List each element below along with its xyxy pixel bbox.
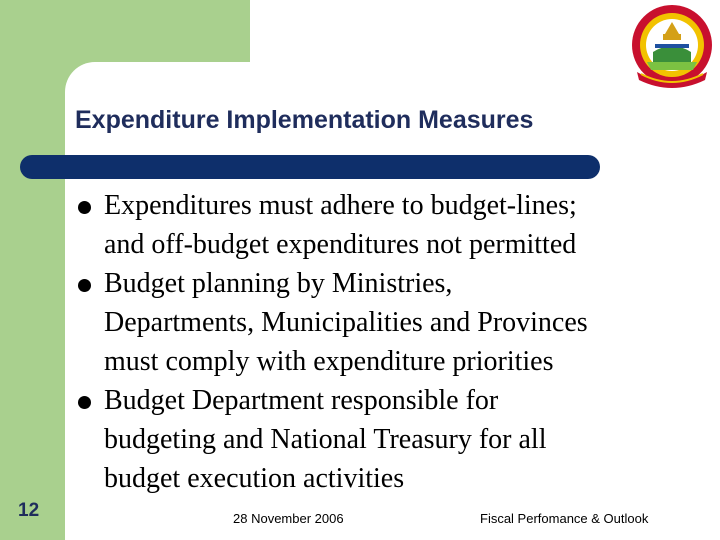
page-number: 12 xyxy=(18,500,40,521)
bullet-dot-icon xyxy=(78,201,91,214)
slide-title: Expenditure Implementation Measures xyxy=(75,106,534,134)
title-rule xyxy=(20,155,600,179)
bullet-line: and off-budget expenditures not permitted xyxy=(104,229,577,260)
bullet-line: Budget planning by Ministries, xyxy=(104,268,453,299)
bullet-dot-icon xyxy=(78,279,91,292)
bullet-line: Expenditures must adhere to budget-lines; xyxy=(104,190,577,221)
footer-title: Fiscal Perfomance & Outlook xyxy=(480,511,649,526)
bullet-item xyxy=(75,186,695,264)
bullet-dot-icon xyxy=(78,396,91,409)
footer-date: 28 November 2006 xyxy=(233,511,344,526)
bullet-item xyxy=(75,264,695,381)
national-emblem-icon xyxy=(625,0,720,95)
bullet-item xyxy=(75,381,695,498)
bullet-list xyxy=(75,186,695,498)
bullet-line: budgeting and National Treasury for all xyxy=(104,424,547,455)
bullet-line: Departments, Municipalities and Provinces xyxy=(104,307,588,338)
bullet-line: must comply with expenditure priorities xyxy=(104,346,554,377)
bullet-line: Budget Department responsible for xyxy=(104,385,499,416)
bullet-line: budget execution activities xyxy=(104,463,405,494)
